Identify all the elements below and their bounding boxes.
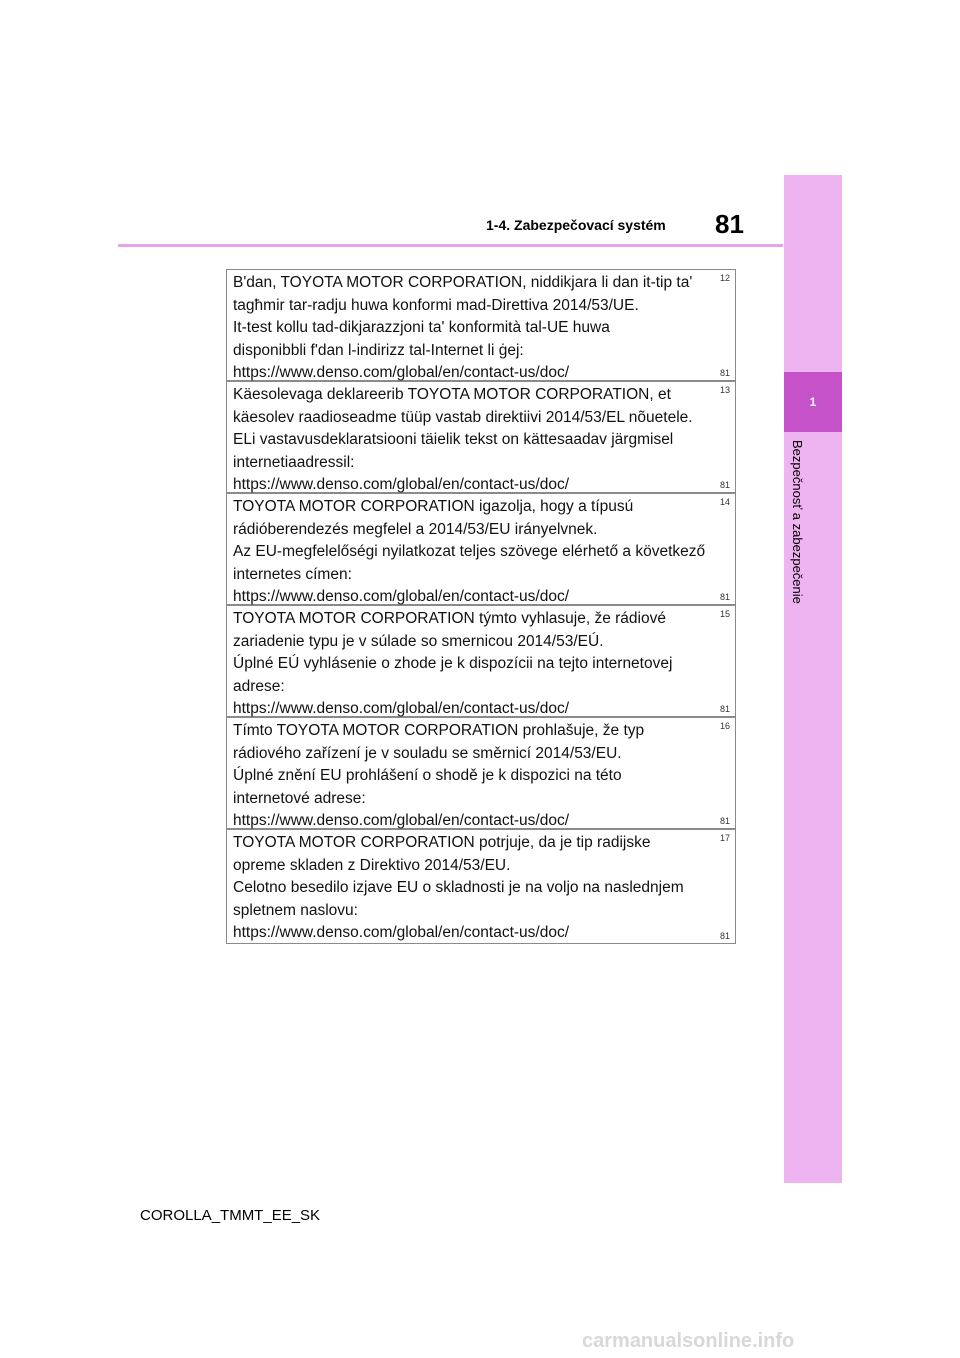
reference-number-top: 15 xyxy=(719,609,730,619)
declaration-line: TOYOTA MOTOR CORPORATION týmto vyhlasuje, že rádiové xyxy=(233,610,666,627)
reference-number-top: 17 xyxy=(719,833,730,843)
declaration-line: ELi vastavusdeklaratsiooni täielik tekst on kättesaadav järgmisel xyxy=(233,431,674,448)
declaration-line: Úplné EÚ vyhlásenie o zhode je k dispozícii na tejto internetovej xyxy=(233,655,673,672)
reference-number-top: 12 xyxy=(719,273,730,283)
declaration-url: https://www.denso.com/global/en/contact-us/doc/ xyxy=(233,700,570,717)
declaration-url: https://www.denso.com/global/en/contact-us/doc/ xyxy=(233,924,570,941)
reference-number-bottom: 81 xyxy=(719,816,730,826)
declaration-line: disponibbli f'dan l-indirizz tal-Internet li ġej: xyxy=(233,341,524,359)
section-title: 1-4. Zabezpečovací systém xyxy=(486,217,666,233)
declaration-line: internetiaadressil: xyxy=(233,453,355,471)
chapter-number-box xyxy=(784,372,842,432)
declaration-line: zariadenie typu je v súlade so smernicou 2014/53/EÚ. xyxy=(233,632,604,650)
header-rule xyxy=(118,244,783,247)
declaration-line: B'dan, TOYOTA MOTOR CORPORATION, niddikjara li dan it-tip ta' xyxy=(233,274,693,291)
page-number: 81 xyxy=(715,209,744,239)
reference-number-bottom: 81 xyxy=(719,704,730,714)
declaration-line: TOYOTA MOTOR CORPORATION igazolja, hogy a típusú xyxy=(233,498,634,515)
declaration-line: spletnem naslovu: xyxy=(233,901,358,919)
declaration-text xyxy=(233,832,703,945)
declaration-url: https://www.denso.com/global/en/contact-us/doc/ xyxy=(233,812,570,829)
declaration-text xyxy=(233,272,703,385)
declaration-text xyxy=(233,608,703,721)
declaration-cell xyxy=(227,270,735,382)
chapter-title: Bezpečnosť a zabezpečenie xyxy=(790,440,805,604)
declaration-line: tagħmir tar-radju huwa konformi mad-Direttiva 2014/53/UE. xyxy=(233,296,639,314)
reference-number-bottom: 81 xyxy=(719,368,730,378)
declaration-url: https://www.denso.com/global/en/contact-us/doc/ xyxy=(233,364,570,381)
document-code: COROLLA_TMMT_EE_SK xyxy=(140,1207,321,1224)
declaration-line: adrese: xyxy=(233,677,285,695)
declaration-cell xyxy=(227,830,735,943)
declaration-line: käesolev raadioseadme tüüp vastab direktiivi 2014/53/EL nõuetele. xyxy=(233,408,693,426)
declaration-text xyxy=(233,720,703,833)
declaration-line: Az EU-megfelelőségi nyilatkozat teljes szövege elérhető a következő xyxy=(233,543,706,560)
declaration-cell xyxy=(227,494,735,606)
watermark: carmanualsonline.info xyxy=(582,1330,795,1352)
reference-number-top: 16 xyxy=(719,721,730,731)
declaration-line: Käesolevaga deklareerib TOYOTA MOTOR CORPORATION, et xyxy=(233,386,671,403)
declarations-table xyxy=(226,269,736,944)
declaration-cell xyxy=(227,606,735,718)
declaration-text xyxy=(233,496,706,609)
declaration-line: Úplné znění EU prohlášení o shodě je k dispozici na této xyxy=(233,767,622,784)
declaration-cell xyxy=(227,718,735,830)
chapter-number: 1 xyxy=(809,395,817,409)
declaration-line: rádiového zařízení je v souladu se směrnicí 2014/53/EU. xyxy=(233,744,622,762)
reference-number-top: 13 xyxy=(719,385,730,395)
declaration-line: Celotno besedilo izjave EU o skladnosti je na voljo na naslednjem xyxy=(233,879,684,896)
declaration-line: internetes címen: xyxy=(233,565,352,583)
reference-number-bottom: 81 xyxy=(719,592,730,602)
reference-number-top: 14 xyxy=(719,497,730,507)
declaration-line: It-test kollu tad-dikjarazzjoni ta' konformità tal-UE huwa xyxy=(233,319,610,336)
declaration-cell xyxy=(227,382,735,494)
declaration-text xyxy=(233,384,703,497)
declaration-line: opreme skladen z Direktivo 2014/53/EU. xyxy=(233,856,511,874)
declaration-line: TOYOTA MOTOR CORPORATION potrjuje, da je tip radijske xyxy=(233,834,651,851)
reference-number-bottom: 81 xyxy=(719,480,730,490)
declaration-line: internetové adrese: xyxy=(233,789,366,807)
declaration-line: Tímto TOYOTA MOTOR CORPORATION prohlašuje, že typ xyxy=(233,722,645,739)
declaration-line: rádióberendezés megfelel a 2014/53/EU irányelvnek. xyxy=(233,520,598,538)
declaration-url: https://www.denso.com/global/en/contact-us/doc/ xyxy=(233,476,570,493)
declaration-url: https://www.denso.com/global/en/contact-us/doc/ xyxy=(233,588,570,605)
reference-number-bottom: 81 xyxy=(719,931,730,941)
